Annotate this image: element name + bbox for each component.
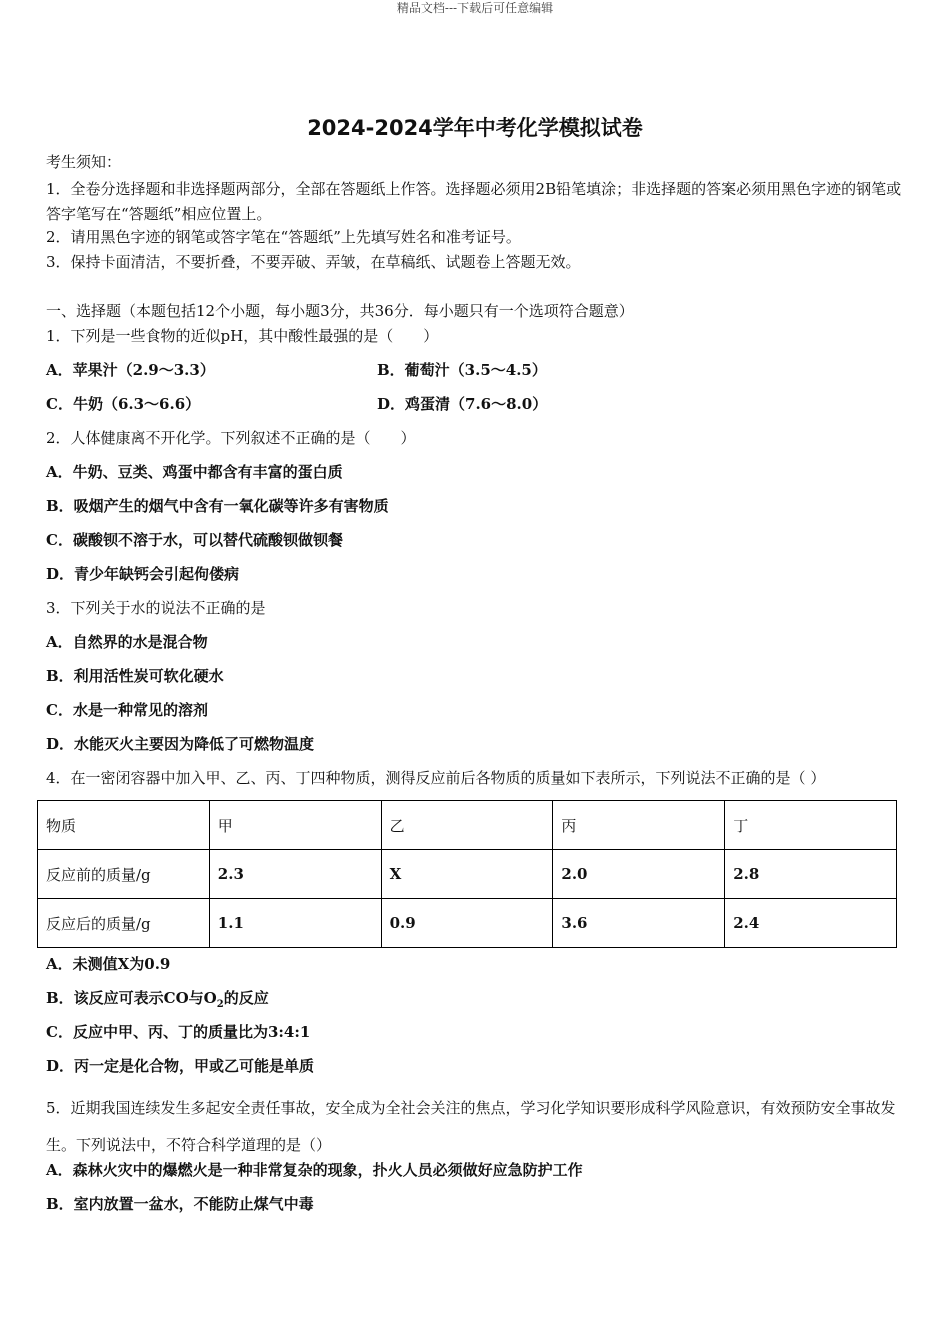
table-cell: X <box>381 850 553 899</box>
table-cell: 3.6 <box>553 899 725 948</box>
table-cell: 2.4 <box>725 899 897 948</box>
table-cell: 2.8 <box>725 850 897 899</box>
table-cell: 乙 <box>381 801 553 850</box>
notice-item-1: 1．全卷分选择题和非选择题两部分，全部在答题纸上作答。选择题必须用2B铅笔填涂；非选择题的答案必须用黑色字迹的钢笔或答字笔写在“答题纸”相应位置上。 <box>46 180 902 223</box>
notice-item-2: 2．请用黑色字迹的钢笔或答字笔在“答题纸”上先填写姓名和准考证号。 <box>46 228 521 246</box>
table-cell: 反应后的质量/g <box>38 899 210 948</box>
table-cell: 丙 <box>553 801 725 850</box>
notice-heading: 考生须知： <box>46 153 122 171</box>
table-row <box>38 899 897 948</box>
table-cell: 丁 <box>725 801 897 850</box>
q1-stem: 1．下列是一些食物的近似pH，其中酸性最强的是（ ） <box>46 327 439 345</box>
q4-option-d: D．丙一定是化合物，甲或乙可能是单质 <box>46 1057 315 1075</box>
q4-mass-table <box>37 800 897 948</box>
section-heading: 一、选择题（本题包括12个小题，每小题3分，共36分．每小题只有一个选项符合题意） <box>46 302 634 320</box>
q5-stem: 5．近期我国连续发生多起安全责任事故，安全成为全社会关注的焦点，学习化学知识要形成科学风险意识，有效预防安全事故发生。下列说法中，不符合科学道理的是（） <box>46 1099 896 1154</box>
q5-option-b: B．室内放置一盆水，不能防止煤气中毒 <box>46 1195 314 1213</box>
q2-option-b: B．吸烟产生的烟气中含有一氧化碳等许多有害物质 <box>46 497 389 515</box>
table-cell: 2.0 <box>553 850 725 899</box>
q4-option-b-text: B．该反应可表示CO与O <box>46 989 217 1007</box>
subscript: 2 <box>216 999 224 1010</box>
q1-option-a: A．苹果汁（2.9～3.3） <box>46 361 215 379</box>
table-cell: 1.1 <box>209 899 381 948</box>
q1-option-b: B．葡萄汁（3.5～4.5） <box>377 361 547 379</box>
q3-option-d: D．水能灭火主要因为降低了可燃物温度 <box>46 735 315 753</box>
q4-option-b-text-end: 的反应 <box>223 989 269 1007</box>
notice-item-3: 3．保持卡面清洁，不要折叠，不要弄破、弄皱，在草稿纸、试题卷上答题无效。 <box>46 253 581 271</box>
q4-option-c: C．反应中甲、丙、丁的质量比为3:4:1 <box>46 1023 311 1041</box>
table-cell: 反应前的质量/g <box>38 850 210 899</box>
q2-option-c: C．碳酸钡不溶于水，可以替代硫酸钡做钡餐 <box>46 531 343 549</box>
q4-option-b <box>46 988 269 1015</box>
q2-option-a: A．牛奶、豆类、鸡蛋中都含有丰富的蛋白质 <box>46 463 343 481</box>
q2-stem: 2．人体健康离不开化学。下列叙述不正确的是（ ） <box>46 429 416 447</box>
q2-option-d: D．青少年缺钙会引起佝偻病 <box>46 565 240 583</box>
q3-stem: 3．下列关于水的说法不正确的是 <box>46 599 266 617</box>
table-row <box>38 850 897 899</box>
q5-option-a: A．森林火灾中的爆燃火是一种非常复杂的现象，扑火人员必须做好应急防护工作 <box>46 1161 583 1179</box>
table-cell: 0.9 <box>381 899 553 948</box>
q1-option-d: D．鸡蛋清（7.6～8.0） <box>377 395 548 413</box>
q3-option-b: B．利用活性炭可软化硬水 <box>46 667 224 685</box>
q4-option-a: A．未测值X为0.9 <box>46 955 171 973</box>
table-header-row <box>38 801 897 850</box>
q3-option-c: C．水是一种常见的溶剂 <box>46 701 208 719</box>
table-cell: 2.3 <box>209 850 381 899</box>
table-cell: 物质 <box>38 801 210 850</box>
page-title: 2024-2024学年中考化学模拟试卷 <box>307 116 643 140</box>
table-cell: 甲 <box>209 801 381 850</box>
q3-option-a: A．自然界的水是混合物 <box>46 633 208 651</box>
q4-stem: 4．在一密闭容器中加入甲、乙、丙、丁四种物质，测得反应前后各物质的质量如下表所示，下列说法不正确的是（ ） <box>46 769 826 787</box>
header-note: 精品文档---下载后可任意编辑 <box>396 1 554 15</box>
q1-option-c: C．牛奶（6.3～6.6） <box>46 395 201 413</box>
